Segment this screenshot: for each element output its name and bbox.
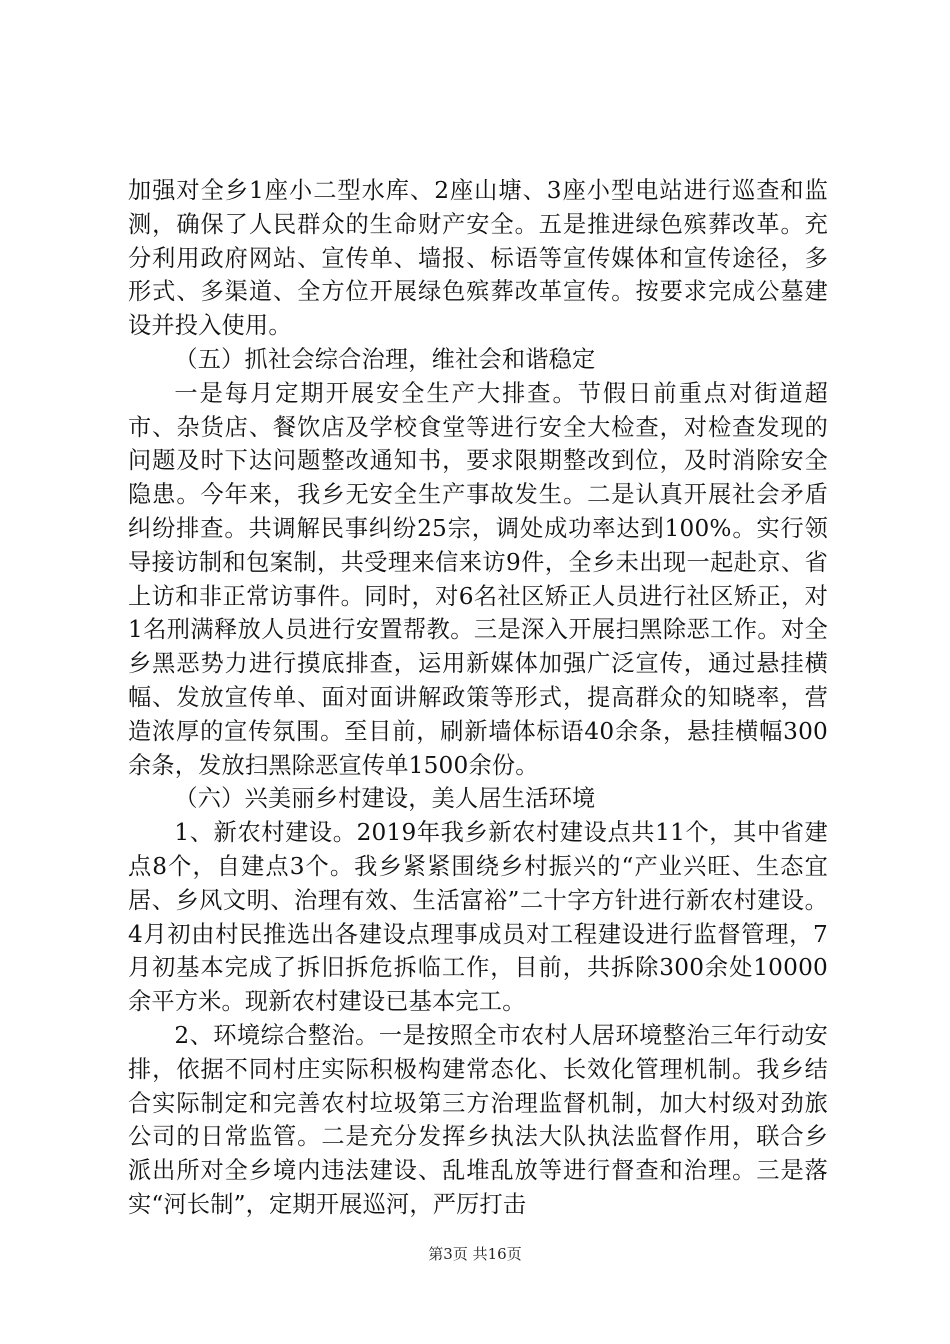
paragraph-environment-improvement: 2、环境综合整治。一是按照全市农村人居环境整治三年行动安排，依据不同村庄实际积极构建常态化、长效化管理机制。我乡结合实际制定和完善农村垃圾第三方治理监督机制，加大村级对劲旅公司的日常监管。二是充分发挥乡执法大队执法监督作用，联合乡派出所对全乡境内违法建设、乱堆乱放等进行督查和治理。三是落实“河长制”，定期开展巡河，严厉打击 [128,1021,828,1218]
section-heading-five: （五）抓社会综合治理，维社会和谐稳定 [174,345,596,373]
paragraph-continuation: 加强对全乡1座小二型水库、2座山塘、3座小型电站进行巡查和监测，确保了人民群众的生命财产安全。五是推进绿色殡葬改革。充分利用政府网站、宣传单、墙报、标语等宣传媒体和宣传途径，多形式、多渠道、全方位开展绿色殡葬改革宣传。按要求完成公墓建设并投入使用。 [128,177,828,340]
paragraph-new-rural-construction: 1、新农村建设。2019年我乡新农村建设点共11个，其中省建点8个，自建点3个。我乡紧紧围绕乡村振兴的“产业兴旺、生态宜居、乡风文明、治理有效、生活富裕”二十字方针进行新农村建设。4月初由村民推选出各建设点理事成员对工程建设进行监督管理，7月初基本完成了拆旧拆危拆临工作，目前，共拆除300余处10000余平方米。现新农村建设已基本完工。 [128,819,828,1016]
document-body [128,174,828,1222]
paragraph-social-governance: 一是每月定期开展安全生产大排查。节假日前重点对街道超市、杂货店、餐饮店及学校食堂等进行安全大检查，对检查发现的问题及时下达问题整改通知书，要求限期整改到位，及时消除安全隐患。今年来，我乡无安全生产事故发生。二是认真开展社会矛盾纠纷排查。共调解民事纠纷25宗，调处成功率达到100%。实行领导接访制和包案制，共受理来信来访9件，全乡未出现一起赴京、省上访和非正常访事件。同时，对6名社区矫正人员进行社区矫正，对1名刑满释放人员进行安置帮教。三是深入开展扫黑除恶工作。对全乡黑恶势力进行摸底排查，运用新媒体加强广泛宣传，通过悬挂横幅、发放宣传单、面对面讲解政策等形式，提高群众的知晓率，营造浓厚的宣传氛围。至目前，刷新墙体标语40余条，悬挂横幅300余条，发放扫黑除恶宣传单1500余份。 [128,379,828,779]
page-number-footer: 第3页 共16页 [428,1245,522,1263]
section-heading-six: （六）兴美丽乡村建设，美人居生活环境 [174,785,596,813]
